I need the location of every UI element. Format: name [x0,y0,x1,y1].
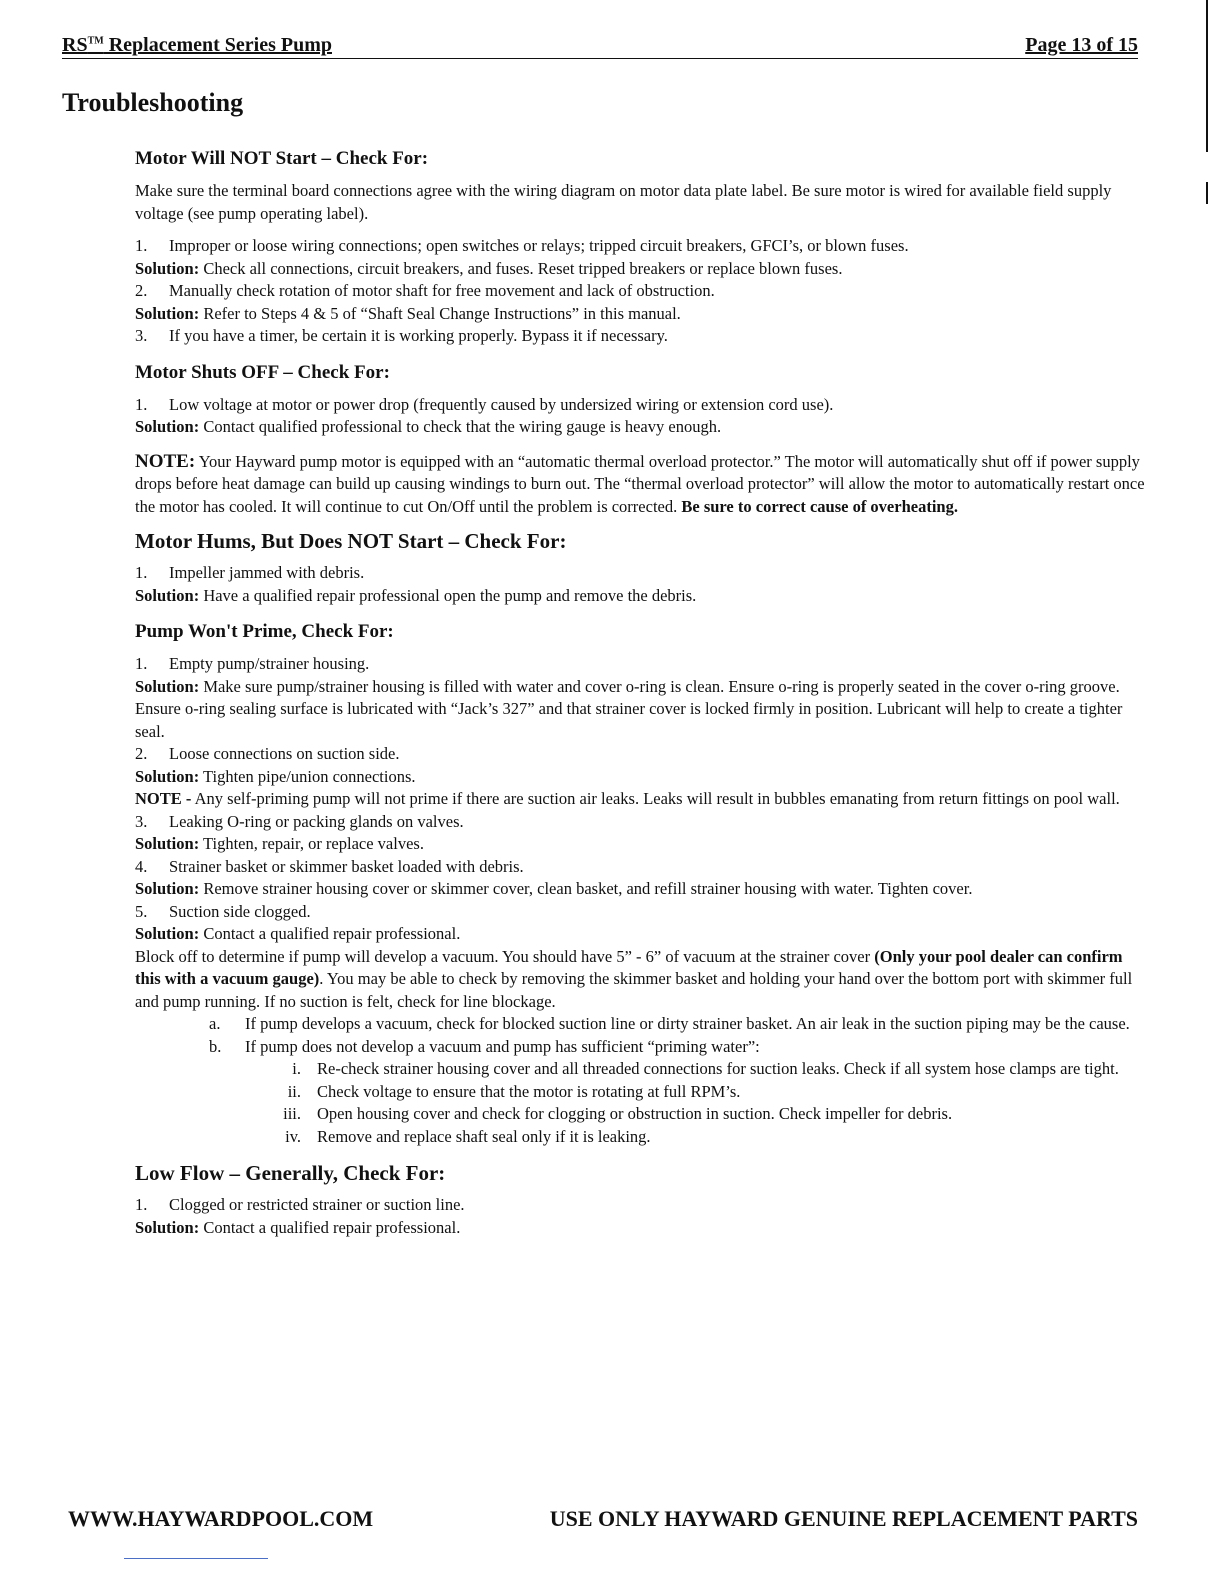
sub-sub-list-item: ii. Check voltage to ensure that the motor is rotating at full RPM’s. [287,1081,741,1101]
solution-line: Solution: Remove strainer housing cover or skimmer cover, clean basket, and refill strainer housing with water. Tighten cover. [135,879,973,898]
list-item: 1. Clogged or restricted strainer or suction line. [135,1195,465,1214]
solution-line: Solution: Contact a qualified repair professional. [135,1217,461,1237]
margin-rule [1206,0,1208,152]
document-body [135,146,1145,1239]
list-item: 1. Empty pump/strainer housing. [135,654,370,673]
solution-line: Solution: Make sure pump/strainer housing is filled with water and cover o-ring is clean. Ensure o-ring is properly seated in the cover o-ring groove. Ensure o-ring sealing surface is lubricated with “Jack’s 327” and that strainer cover is locked firmly in position. Lubricant will help to create a tighter seal. [135,676,1123,741]
page-title: Troubleshooting [62,88,244,117]
section-heading: Pump Won't Prime, Check For: [135,621,394,642]
list-item: 3. If you have a timer, be certain it is working properly. Bypass it if necessary. [135,326,668,345]
header-title: RS™ Replacement Series Pump [62,34,332,56]
footer-slogan: USE ONLY HAYWARD GENUINE REPLACEMENT PARTS [549,1506,1138,1531]
section-heading: Low Flow – Generally, Check For: [135,1161,446,1185]
list-item: 2. Manually check rotation of motor shaft for free movement and lack of obstruction. [135,281,715,300]
list-item: 4. Strainer basket or skimmer basket loaded with debris. [135,856,524,876]
solution-line: Solution: Contact qualified professional to check that the wiring gauge is heavy enough. [135,417,722,436]
list-item: 1. Impeller jammed with debris. [135,563,365,582]
note-paragraph: NOTE: Your Hayward pump motor is equipped with an “automatic thermal overload protector.” The motor will automatically shut off if power supply drops before heat damage can build up causing windings to burn out. The “thermal overload protector” will allow the motor to automatically restart once the motor has cooled. It will continue to cut On/Off until the problem is corrected. Be sure to correct cause of overheating. [135,450,1145,516]
page-number: Page 13 of 15 [1025,34,1138,56]
footer-rule [124,1558,268,1559]
solution-line: Solution: Refer to Steps 4 & 5 of “Shaft Seal Change Instructions” in this manual. [135,303,681,323]
sub-sub-list-item: i. Re-check strainer housing cover and all threaded connections for suction leaks. Check if all system hose clamps are tight. [292,1059,1119,1078]
list-item: 2. Loose connections on suction side. [135,744,400,763]
note-line: NOTE - Any self-priming pump will not prime if there are suction air leaks. Leaks will result in bubbles emanating from return fittings on pool wall. [135,789,1120,808]
page-header [62,34,1138,59]
list-item: 1. Low voltage at motor or power drop (frequently caused by undersized wiring or extension cord use). [135,394,834,414]
solution-line: Solution: Have a qualified repair professional open the pump and remove the debris. [135,585,697,605]
list-item: 3. Leaking O-ring or packing glands on valves. [135,811,464,831]
solution-line: Solution: Contact a qualified repair professional. [135,924,461,943]
sub-list-item: a. If pump develops a vacuum, check for blocked suction line or dirty strainer basket. An air leak in the suction piping may be the cause. [209,1014,1130,1033]
solution-line: Solution: Tighten, repair, or replace valves. [135,834,424,853]
margin-rule [1206,182,1208,204]
section-heading: Motor Will NOT Start – Check For: [135,148,429,169]
section-heading: Motor Hums, But Does NOT Start – Check For: [135,529,567,553]
solution-line: Solution: Tighten pipe/union connections. [135,766,416,786]
list-item: 1. Improper or loose wiring connections; open switches or relays; tripped circuit breakers, GFCI’s, or blown fuses. [135,236,909,255]
sub-sub-list-item: iv. Remove and replace shaft seal only if it is leaking. [285,1126,651,1146]
page-footer [68,1506,1138,1532]
solution-line: Solution: Check all connections, circuit breakers, and fuses. Reset tripped breakers or replace blown fuses. [135,258,843,278]
list-item: 5. Suction side clogged. [135,901,311,921]
sub-sub-list-item: iii. Open housing cover and check for clogging or obstruction in suction. Check impeller for debris. [283,1104,953,1123]
sub-list-item: b. If pump does not develop a vacuum and pump has sufficient “priming water”: [209,1036,760,1056]
footer-website: WWW.HAYWARDPOOL.COM [68,1506,374,1531]
paragraph: Make sure the terminal board connections agree with the wiring diagram on motor data plate label. Be sure motor is wired for available field supply voltage (see pump operating label). [135,181,1112,223]
section-heading: Motor Shuts OFF – Check For: [135,361,390,383]
paragraph: Block off to determine if pump will develop a vacuum. You should have 5” - 6” of vacuum at the strainer cover (Only your pool dealer can confirm this with a vacuum gauge). You may be able to check by removing the skimmer basket and holding your hand over the bottom port with skimmer full and pump running. If no suction is felt, check for line blockage. [135,946,1133,1011]
